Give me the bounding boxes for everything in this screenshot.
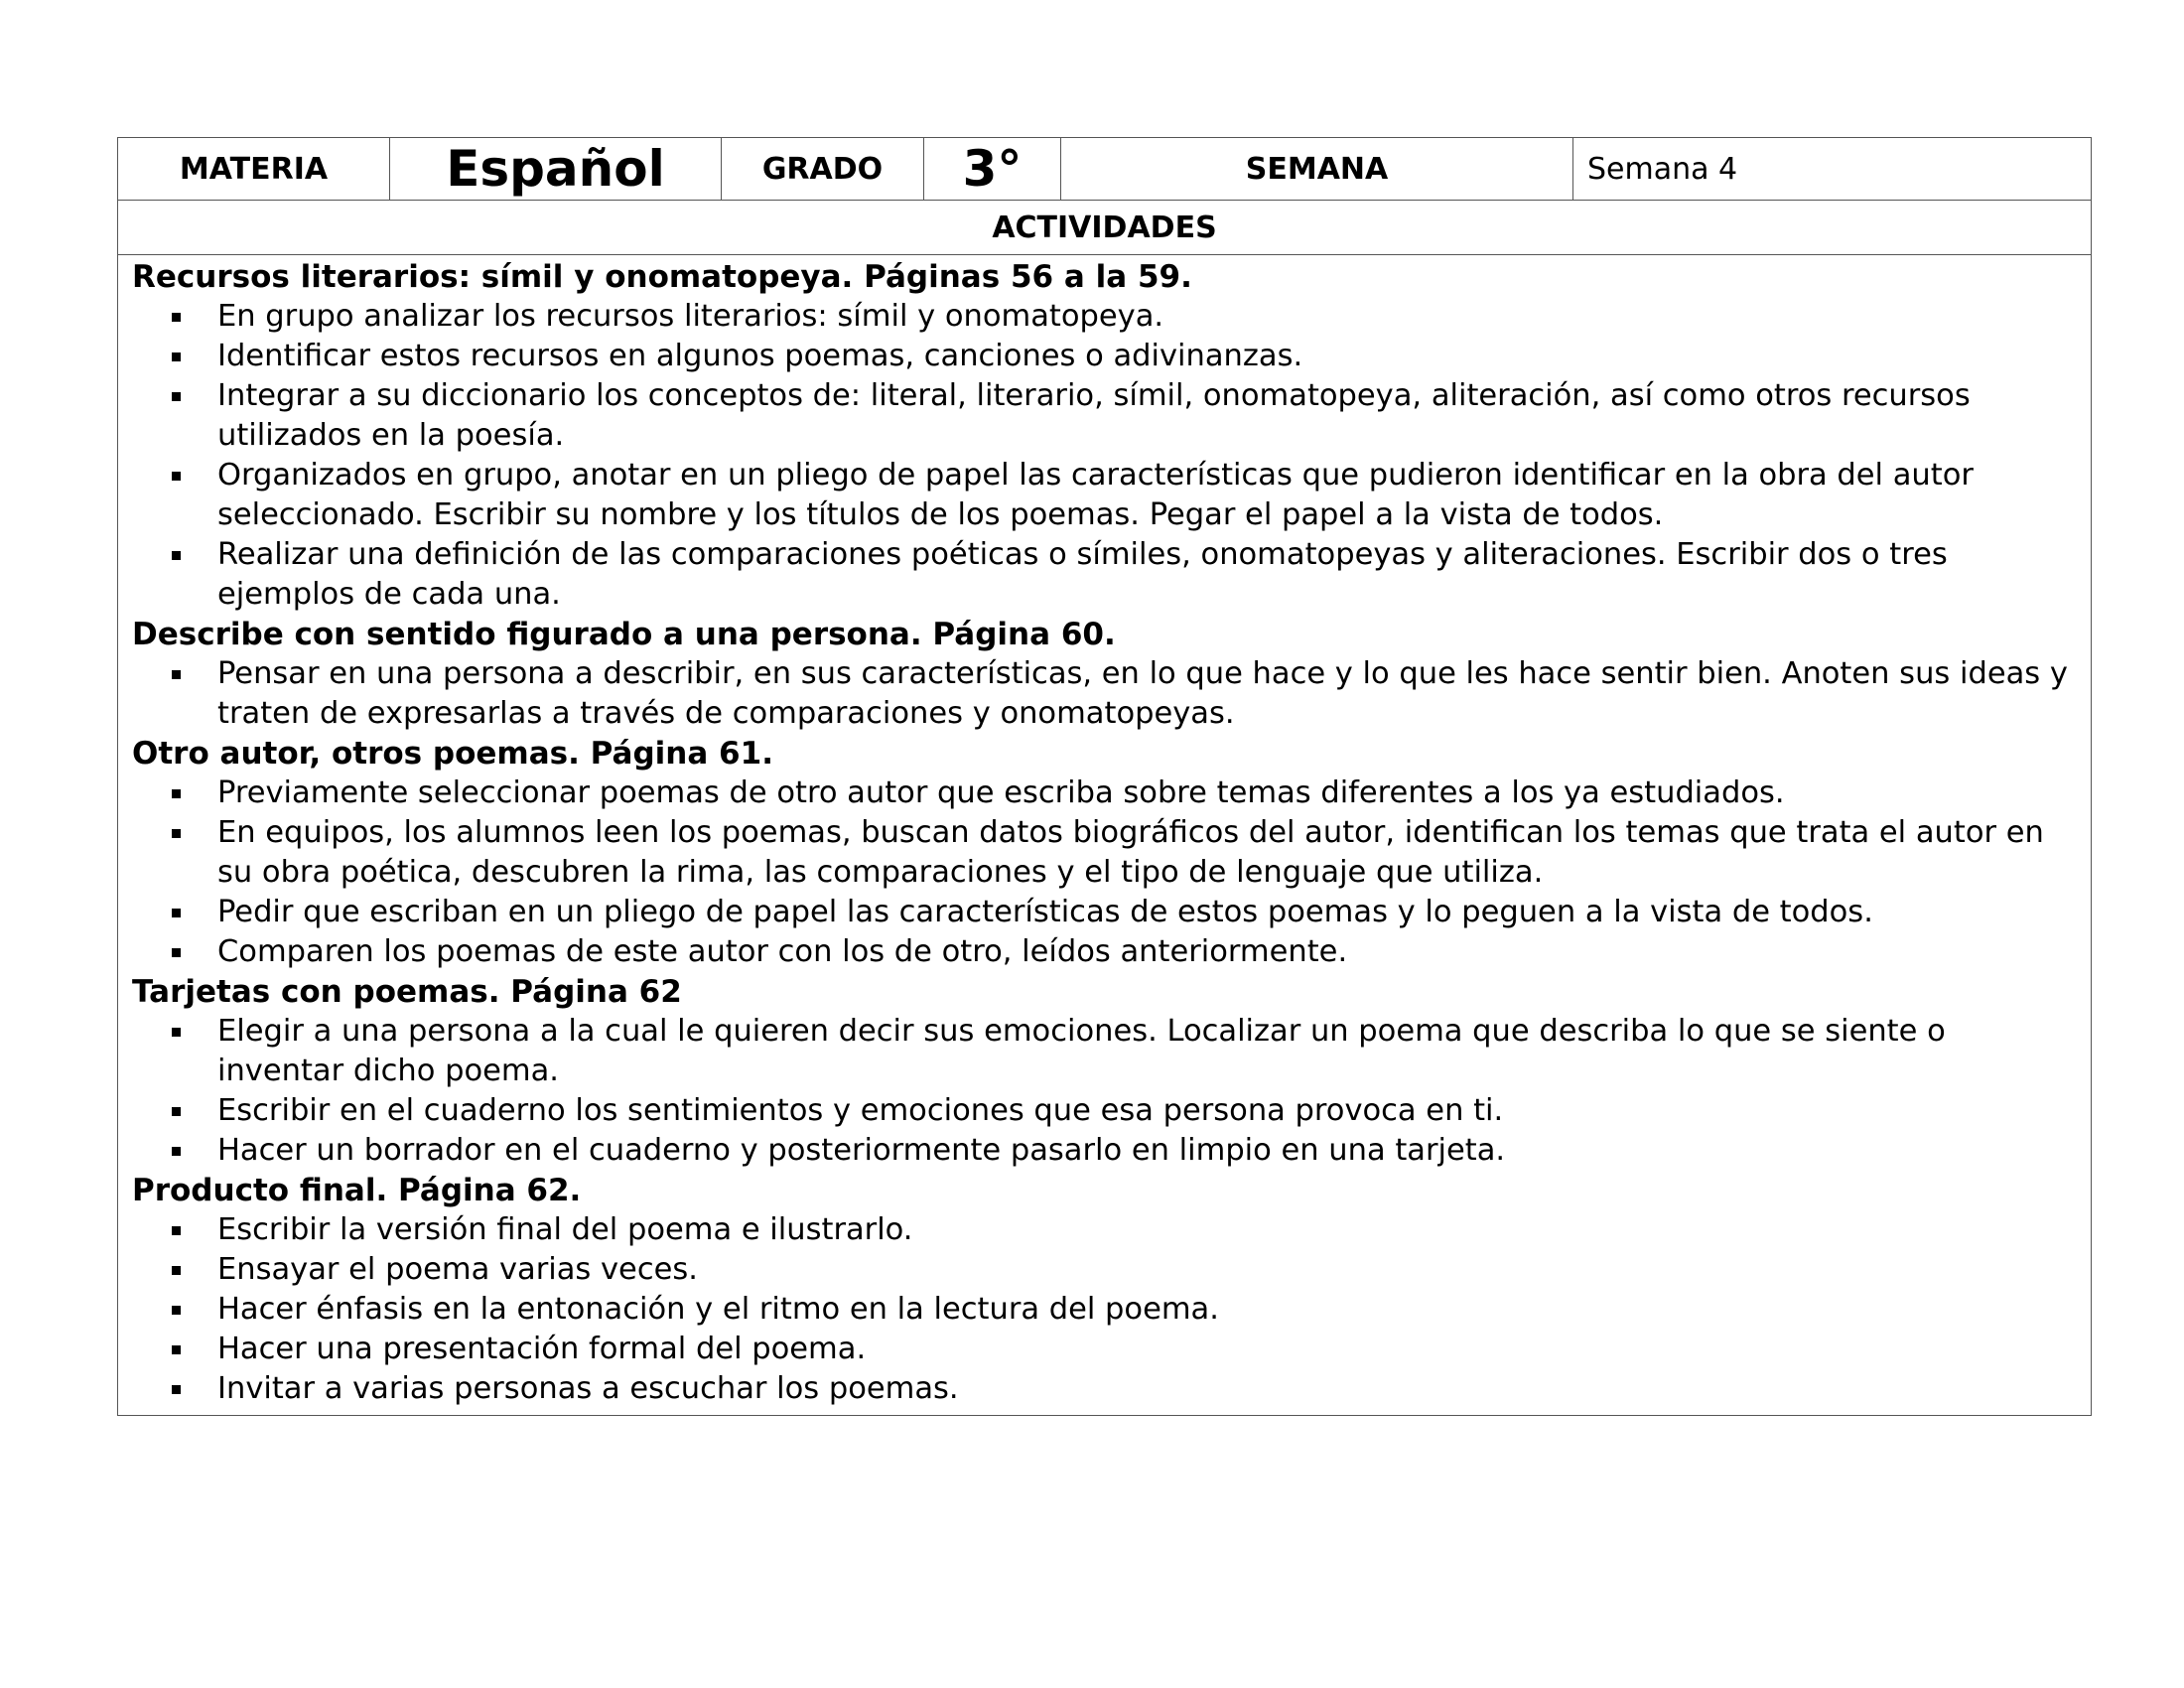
section-title: Tarjetas con poemas. Página 62 bbox=[132, 974, 682, 1010]
section-tarjetas-poemas bbox=[132, 972, 2073, 1171]
list-item: Escribir la versión final del poema e ilustrarlo. bbox=[217, 1210, 2073, 1250]
section-title: Otro autor, otros poemas. Página 61. bbox=[132, 736, 773, 772]
list-item: Realizar una definición de las comparaciones poéticas o símiles, onomatopeyas y aliteraciones. Escribir dos o tres ejemplos de cada una. bbox=[217, 535, 2073, 615]
list-item: Elegir a una persona a la cual le quieren decir sus emociones. Localizar un poema que describa lo que se siente o inventar dicho poema. bbox=[217, 1012, 2073, 1091]
grado-value: 3° bbox=[924, 138, 1061, 201]
activity-list bbox=[132, 1012, 2073, 1171]
section-producto-final bbox=[132, 1171, 2073, 1409]
semana-value: Semana 4 bbox=[1573, 138, 2092, 201]
list-item: En equipos, los alumnos leen los poemas, buscan datos biográficos del autor, identifican los temas que trata el autor en su obra poética, descubren la rima, las comparaciones y el tipo de lenguaje que utiliza. bbox=[217, 813, 2073, 893]
section-title: Recursos literarios: símil y onomatopeya. Páginas 56 a la 59. bbox=[132, 259, 1192, 295]
section-describe-persona bbox=[132, 615, 2073, 734]
grado-label: GRADO bbox=[722, 138, 924, 201]
list-item: Identificar estos recursos en algunos poemas, canciones o adivinanzas. bbox=[217, 337, 2073, 376]
list-item: Hacer un borrador en el cuaderno y posteriormente pasarlo en limpio en una tarjeta. bbox=[217, 1131, 2073, 1171]
section-title: Describe con sentido figurado a una persona. Página 60. bbox=[132, 617, 1116, 652]
activity-list bbox=[132, 654, 2073, 734]
section-otro-autor bbox=[132, 734, 2073, 972]
list-item: Integrar a su diccionario los conceptos de: literal, literario, símil, onomatopeya, aliteración, así como otros recursos utilizados en la poesía. bbox=[217, 376, 2073, 456]
list-item: Escribir en el cuaderno los sentimientos y emociones que esa persona provoca en ti. bbox=[217, 1091, 2073, 1131]
activities-content bbox=[118, 255, 2092, 1416]
list-item: Hacer una presentación formal del poema. bbox=[217, 1330, 2073, 1369]
list-item: Invitar a varias personas a escuchar los poemas. bbox=[217, 1369, 2073, 1409]
content-row bbox=[118, 255, 2092, 1416]
list-item: Organizados en grupo, anotar en un pliego de papel las características que pudieron identificar en la obra del autor seleccionado. Escribir su nombre y los títulos de los poemas. Pegar el papel a la vista de todos. bbox=[217, 456, 2073, 535]
materia-value: Español bbox=[390, 138, 722, 201]
list-item: Previamente seleccionar poemas de otro autor que escriba sobre temas diferentes a los ya estudiados. bbox=[217, 774, 2073, 813]
section-title: Producto final. Página 62. bbox=[132, 1173, 582, 1208]
list-item: Pensar en una persona a describir, en sus características, en lo que hace y lo que les hace sentir bien. Anoten sus ideas y traten de expresarlas a través de comparaciones y onomatopeyas. bbox=[217, 654, 2073, 734]
semana-label: SEMANA bbox=[1061, 138, 1573, 201]
list-item: Ensayar el poema varias veces. bbox=[217, 1250, 2073, 1290]
lesson-plan-table bbox=[117, 137, 2092, 1416]
header-row bbox=[118, 138, 2092, 201]
actividades-row bbox=[118, 201, 2092, 255]
materia-label: MATERIA bbox=[118, 138, 390, 201]
section-recursos-literarios bbox=[132, 257, 2073, 615]
list-item: En grupo analizar los recursos literarios: símil y onomatopeya. bbox=[217, 297, 2073, 337]
list-item: Hacer énfasis en la entonación y el ritmo en la lectura del poema. bbox=[217, 1290, 2073, 1330]
list-item: Pedir que escriban en un pliego de papel las características de estos poemas y lo peguen a la vista de todos. bbox=[217, 893, 2073, 932]
activity-list bbox=[132, 297, 2073, 615]
actividades-title: ACTIVIDADES bbox=[118, 201, 2092, 255]
activity-list bbox=[132, 1210, 2073, 1409]
activity-list bbox=[132, 774, 2073, 972]
list-item: Comparen los poemas de este autor con los de otro, leídos anteriormente. bbox=[217, 932, 2073, 972]
